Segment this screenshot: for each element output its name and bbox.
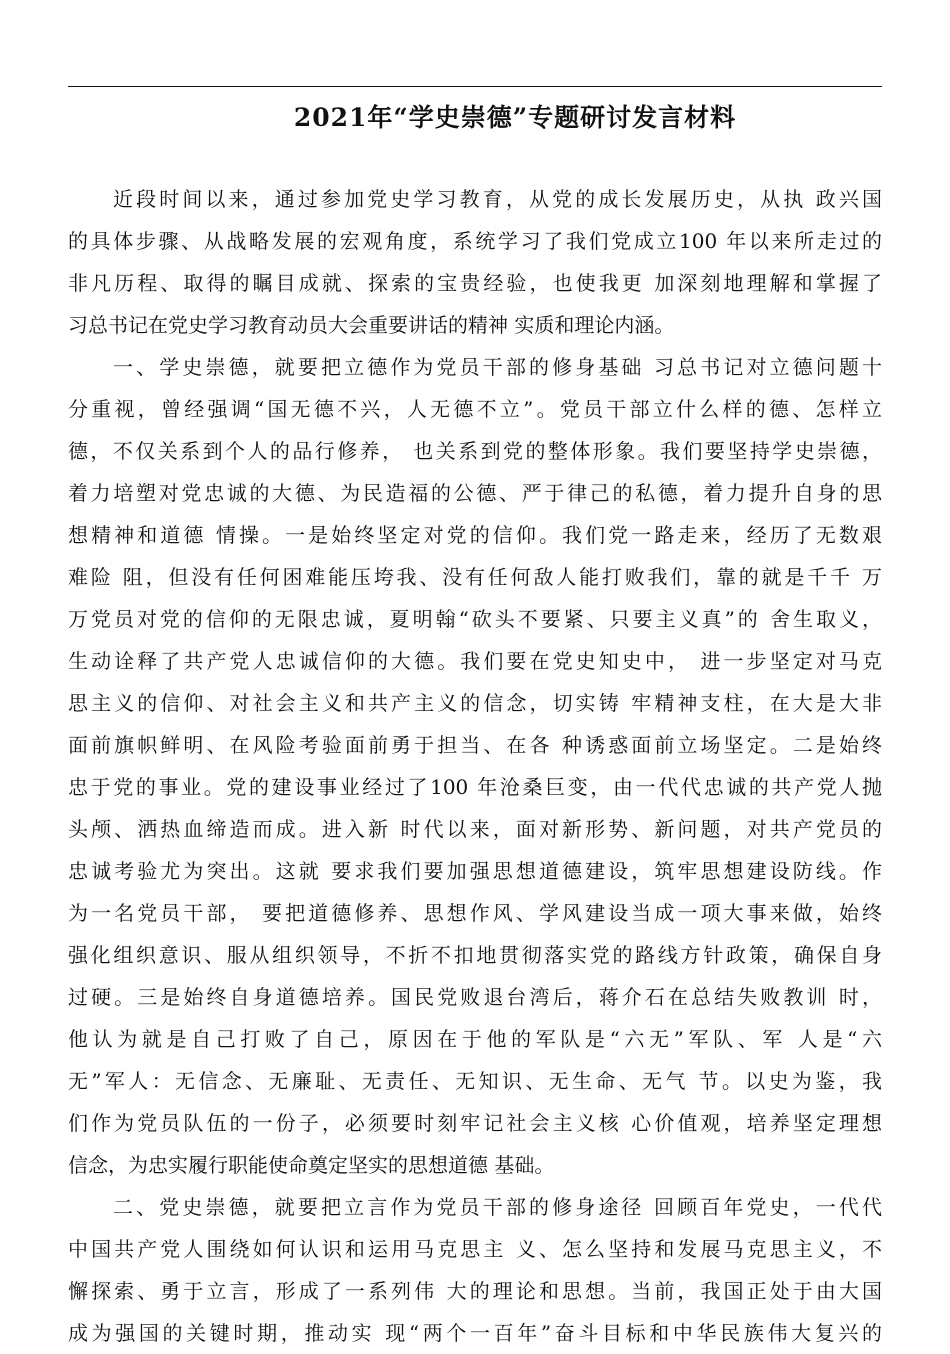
paragraph-2-line-12: 头颅、洒热血缔造而成。进入新 时代以来，面对新形势、新问题，对共产党员的 (68, 817, 882, 841)
paragraph-2-line-9: 思主义的信仰、对社会主义和共产主义的信念，切实铸 牢精神支柱，在大是大非 (68, 691, 882, 715)
document-body (68, 178, 882, 1354)
paragraph-2-line-14: 为一名党员干部， 要把道德修养、思想作风、学风建设当成一项大事来做，始终 (68, 901, 882, 925)
paragraph-2-line-5: 想精神和道德 情操。一是始终坚定对党的信仰。我们党一路走来，经历了无数艰 (68, 523, 882, 547)
paragraph-2-line-17: 他认为就是自己打败了自己，原因在于他的军队是“六无”军队、军 人是“六 (68, 1027, 882, 1051)
paragraph-2-line-1: 一、学史崇德，就要把立德作为党员干部的修身基础 习总书记对立德问题十 (113, 355, 882, 379)
paragraph-2-line-15: 强化组织意识、服从组织领导，不折不扣地贯彻落实党的路线方针政策，确保自身 (68, 943, 882, 967)
paragraph-3-line-1: 二、党史崇德，就要把立言作为党员干部的修身途径 回顾百年党史，一代代 (113, 1195, 882, 1219)
paragraph-2-line-16: 过硬。三是始终自身道德培养。国民党败退台湾后，蒋介石在总结失败教训 时， (68, 985, 882, 1009)
paragraph-3-line-4: 成为强国的关键时期，推动实 现“两个一百年”奋斗目标和中华民族伟大复兴的 (68, 1321, 882, 1345)
header-rule (68, 86, 882, 87)
paragraph-2-line-20: 信念，为忠实履行职能使命奠定坚实的思想道德 基础。 (68, 1153, 555, 1177)
paragraph-2-line-11: 忠于党的事业。党的建设事业经过了100 年沧桑巨变，由一代代忠诚的共产党人抛 (68, 775, 882, 799)
paragraph-2-line-7: 万党员对党的信仰的无限忠诚，夏明翰“砍头不要紧、只要主义真”的 舍生取义， (68, 607, 882, 631)
document-title: 2021年“学史崇德”专题研讨发言材料 (293, 103, 737, 132)
paragraph-2-line-3: 德，不仅关系到个人的品行修养， 也关系到党的整体形象。我们要坚持学史崇德， (68, 439, 882, 463)
paragraph-1-line-3: 非凡历程、取得的瞩目成就、探索的宝贵经验，也使我更 加深刻地理解和掌握了 (68, 271, 882, 295)
paragraph-2-line-6: 难险 阻，但没有任何困难能压垮我、没有任何敌人能打败我们，靠的就是千千 万 (68, 565, 882, 589)
paragraph-1-line-4: 习总书记在党史学习教育动员大会重要讲话的精神 实质和理论内涵。 (68, 313, 675, 337)
paragraph-2-line-13: 忠诚考验尤为突出。这就 要求我们要加强思想道德建设，筑牢思想建设防线。作 (68, 859, 882, 883)
paragraph-2-line-10: 面前旗帜鲜明、在风险考验面前勇于担当、在各 种诱惑面前立场坚定。二是始终 (68, 733, 882, 757)
paragraph-2-line-19: 们作为党员队伍的一份子，必须要时刻牢记社会主义核 心价值观，培养坚定理想 (68, 1111, 882, 1135)
paragraph-3-line-3: 懈探索、勇于立言，形成了一系列伟 大的理论和思想。当前，我国正处于由大国 (68, 1279, 882, 1303)
paragraph-1-line-2: 的具体步骤、从战略发展的宏观角度，系统学习了我们党成立100 年以来所走过的 (68, 229, 882, 253)
paragraph-3-line-2: 中国共产党人围绕如何认识和运用马克思主 义、怎么坚持和发展马克思主义，不 (68, 1237, 882, 1261)
paragraph-1-line-1: 近段时间以来，通过参加党史学习教育，从党的成长发展历史，从执 政兴国 (113, 187, 882, 211)
paragraph-2-line-2: 分重视，曾经强调“国无德不兴，人无德不立”。党员干部立什么样的德、怎样立 (68, 397, 882, 421)
paragraph-2-line-8: 生动诠释了共产党人忠诚信仰的大德。我们要在党史知史中， 进一步坚定对马克 (68, 649, 882, 673)
paragraph-2-line-18: 无”军人：无信念、无廉耻、无责任、无知识、无生命、无气 节。以史为鉴，我 (68, 1069, 882, 1093)
paragraph-2-line-4: 着力培塑对党忠诚的大德、为民造福的公德、严于律己的私德，着力提升自身的思 (68, 481, 882, 505)
